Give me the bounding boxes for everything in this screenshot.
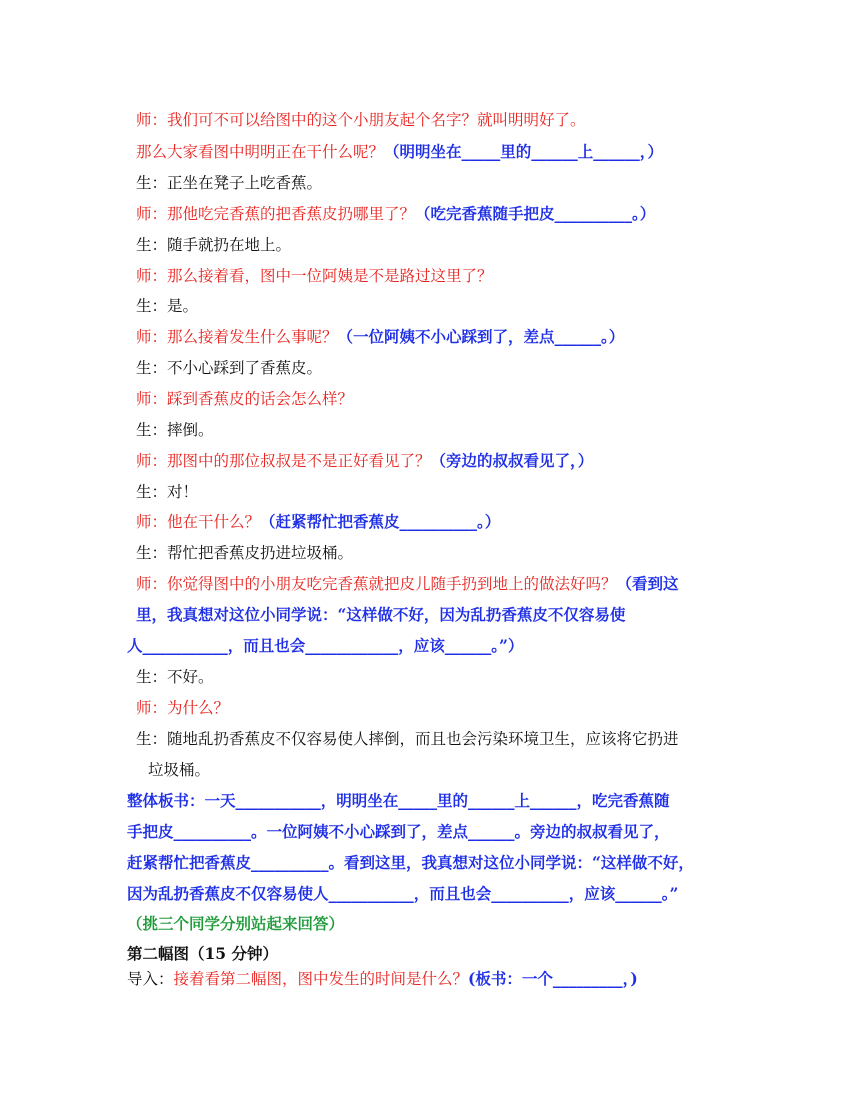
instruction-line [127,914,344,934]
student-text: 生：随地乱扔香蕉皮不仅容易使人摔倒，而且也会污染环境卫生，应该将它扔进 [136,730,679,748]
blackboard-prompt: （吃完香蕉随手把皮__________。） [415,204,656,223]
dialogue-line [136,142,663,162]
teacher-text: 师：那图中的那位叔叔是不是正好看见了？ [136,452,431,470]
teacher-text: 那么大家看图中明明正在干什么呢？ [136,143,385,161]
section-heading [127,944,278,964]
dialogue-line [136,389,353,409]
student-text: 生：随手就扔在地上。 [136,236,292,254]
teacher-text: 师：踩到香蕉皮的话会怎么样？ [136,390,354,408]
blackboard-prompt: （一位阿姨不小心踩到了，差点______。） [337,327,625,346]
teacher-text: 接着看第二幅图，图中发生的时间是什么？ [173,970,469,988]
summary-text: 赶紧帮忙把香蕉皮__________。看到这里，我真想对这位小同学说：“这样做不好， [127,853,694,872]
student-text: 生：不好。 [136,668,214,686]
dialogue-line [136,266,493,286]
blackboard-prompt: （明明坐在_____里的______上______，） [384,142,664,161]
blackboard-prompt: 里，我真想对这位小同学说：“这样做不好，因为乱扔香蕉皮不仅容易使 [136,605,626,624]
student-text: 垃圾桶。 [148,761,211,779]
summary-text: 整体板书：一天___________，明明坐在_____里的______上______，吃完香蕉随 [127,791,670,810]
dialogue-line [136,698,229,718]
teacher-text: 师：你觉得图中的小朋友吃完香蕉就把皮儿随手扔到地上的做法好吗？ [136,575,617,593]
blackboard-prompt: （旁边的叔叔看见了，） [430,451,594,470]
dialogue-line [127,636,523,656]
dialogue-line [136,729,679,749]
section-heading-text: 第二幅图（15 分钟） [127,944,278,963]
dialogue-line [136,327,624,347]
dialogue-line [136,235,291,255]
summary-text: 手把皮__________。一位阿姨不小心踩到了，差点______。旁边的叔叔看见了， [127,822,670,841]
dialogue-line [136,173,322,193]
student-text: 生：摔倒。 [136,421,214,439]
dialogue-line [136,543,353,563]
dialogue-line [136,204,655,224]
dialogue-line [136,110,586,130]
blackboard-prompt: （看到这 [616,574,679,593]
teacher-text: 师：那么接着发生什么事呢？ [136,328,338,346]
blackboard-prompt: (板书：一个_________，) [468,969,638,988]
teacher-text: 师：那他吃完香蕉的把香蕉皮扔哪里了？ [136,205,416,223]
dialogue-line [136,574,679,594]
summary-line [127,791,670,811]
dialogue-line [136,420,214,440]
teacher-text: 师：那么接着看，图中一位阿姨是不是路过这里了？ [136,267,493,285]
dialogue-line [136,667,214,687]
student-text: 生：是。 [136,297,199,315]
student-text: 生：正坐在凳子上吃香蕉。 [136,174,323,192]
student-text: 生：不小心踩到了香蕉皮。 [136,359,323,377]
summary-text: 因为乱扔香蕉皮不仅容易使人___________，而且也会__________，应该______。” [127,884,679,903]
instruction-text: （挑三个同学分别站起来回答） [127,914,345,933]
dialogue-line [136,358,322,378]
student-text: 生：对！ [136,483,199,501]
dialogue-line [136,605,625,625]
dialogue-line [136,482,198,502]
dialogue-line [148,760,210,780]
teacher-text: 师：为什么？ [136,699,230,717]
dialogue-line [136,451,593,471]
dialogue-line [136,512,500,532]
summary-line [127,884,678,904]
teacher-text: 师：他在干什么？ [136,513,261,531]
summary-line [127,822,670,842]
intro-line [127,969,638,989]
dialogue-line [136,296,198,316]
blackboard-prompt: 人___________，而且也会____________，应该______。”） [127,636,524,655]
summary-line [127,853,694,873]
teacher-text: 师：我们可不可以给图中的这个小朋友起个名字？就叫明明好了。 [136,111,586,129]
student-text: 生：帮忙把香蕉皮扔进垃圾桶。 [136,544,354,562]
intro-label: 导入： [127,970,174,988]
blackboard-prompt: （赶紧帮忙把香蕉皮__________。） [260,512,501,531]
